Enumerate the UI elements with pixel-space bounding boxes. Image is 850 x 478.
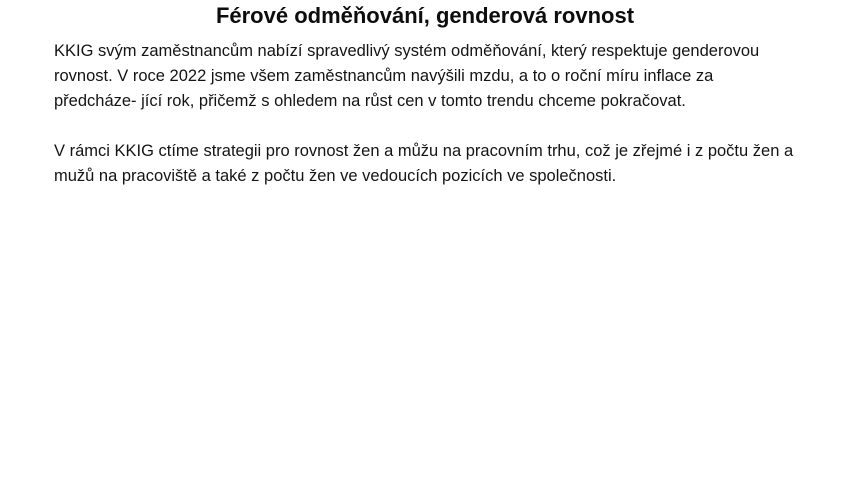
paragraph-line: V rámci KKIG ctíme strategii pro rovnost žen a můžu na pracovním trhu, což je zřejmé i z počtu žen a (54, 142, 794, 160)
paragraph-remuneration (54, 39, 814, 114)
paragraph-line: KKIG svým zaměstnancům nabízí spravedlivý systém odměňování, který respektuje genderovou (54, 42, 760, 60)
paragraph-line: rovnost. V roce 2022 jsme všem zaměstnancům navýšili mzdu, a to o roční míru inflace za (54, 67, 714, 85)
page-title: Férové odměňování, genderová rovnost (215, 3, 635, 28)
paragraph-line: předcháze- jící rok, přičemž s ohledem na růst cen v tomto trendu chceme pokračovat. (54, 92, 686, 110)
paragraph-gender-equality (54, 139, 814, 189)
paragraph-line: mužů na pracoviště a také z počtu žen ve vedoucích pozicích ve společnosti. (54, 167, 617, 185)
